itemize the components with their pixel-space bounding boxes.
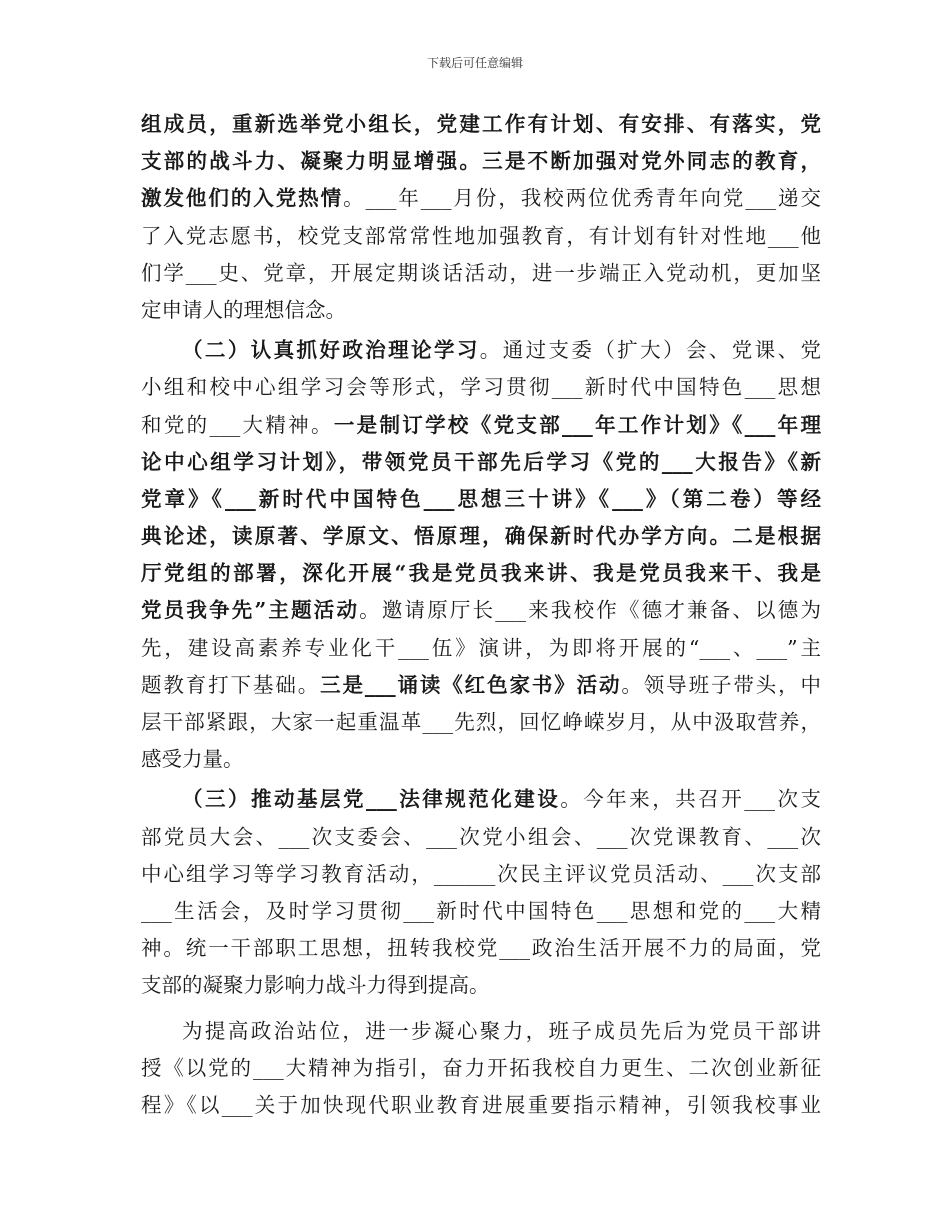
document-body <box>141 106 821 1124</box>
text-line <box>141 292 821 329</box>
text-run: 题教育打下基础。 <box>141 672 321 697</box>
section-heading-line <box>141 332 821 369</box>
bold-text-run: 典论述，读原著、学原文、悟原理，确保新时代办学方向。二是根据 <box>141 524 821 549</box>
bold-text-run: 一是制订学校《党支部___年工作计划》《___年理 <box>333 412 822 437</box>
bold-text-run: 激发他们的入党热情 <box>141 186 344 211</box>
text-run: 们学___史、党章，开展定期谈话活动，进一步端正入党动机，更加坚 <box>141 260 821 285</box>
bold-text-run: 三是___诵读《红色家书》活动 <box>320 672 622 697</box>
text-run: 。通过支委（扩大）会、党课、党 <box>479 338 821 363</box>
text-run: 。___年___月份，我校两位优秀青年向党___递交 <box>343 186 822 211</box>
text-run: 中心组学习等学习教育活动，______次民主评议党员活动、___次支部 <box>141 861 821 886</box>
text-run: 层干部紧跟，大家一起重温革___先烈，回忆峥嵘岁月，从中汲取营养， <box>141 710 821 734</box>
text-run: 。今年来，共召开___次支 <box>560 787 821 812</box>
text-line <box>141 704 821 741</box>
text-line <box>141 930 821 967</box>
text-run: 授《以党的___大精神为指引，奋力开拓我校自力更生、二次创业新征 <box>141 1055 821 1080</box>
text-line <box>141 592 821 629</box>
bold-text-run: 厅党组的部署，深化开展“我是党员我来讲、我是党员我来干、我是 <box>141 561 821 586</box>
bold-text-run: 党章》《___新时代中国特色___思想三十讲》《___》（第二卷）等经 <box>141 486 821 511</box>
text-run: ___生活会，及时学习贯彻___新时代中国特色___思想和党的___大精 <box>141 898 821 923</box>
text-run: 感受力量。 <box>141 747 244 772</box>
text-line <box>141 967 821 1004</box>
text-run: 程》《以___关于加快现代职业教育进展重要指示精神，引领我校事业 <box>141 1092 821 1117</box>
text-line <box>141 369 821 406</box>
text-run: 。邀请原厅长___来我校作《德才兼备、以德为 <box>359 598 821 623</box>
text-line <box>141 106 821 143</box>
text-run: 小组和校中心组学习会等形式，学习贯彻___新时代中国特色___思想 <box>141 375 821 400</box>
text-line <box>141 444 821 481</box>
text-line <box>141 407 821 444</box>
bold-text-run: 组成员，重新选举党小组长，党建工作有计划、有安排、有落实，党 <box>141 112 821 136</box>
bold-text-run: （三）推动基层党___法律规范化建设 <box>182 787 561 812</box>
text-line <box>141 856 821 893</box>
text-run: 。领导班子带头，中 <box>621 672 822 697</box>
text-line <box>141 893 821 930</box>
bold-text-run: 论中心组学习计划》，带领党员干部先后学习《党的___大报告》《新 <box>141 449 821 474</box>
bold-text-run: 党员我争先”主题活动 <box>141 598 360 623</box>
text-line <box>141 481 821 518</box>
text-line <box>141 630 821 667</box>
text-line <box>141 1087 821 1124</box>
text-line <box>141 741 821 778</box>
text-line <box>141 143 821 180</box>
bold-text-run: 支部的战斗力、凝聚力明显增强。三是不断加强对党外同志的教育， <box>141 149 821 174</box>
text-run: 和党的___大精神。 <box>141 412 334 437</box>
text-run: 了入党志愿书，校党支部常常性地加强教育，有计划有针对性地___他 <box>141 223 821 248</box>
section-heading-line <box>141 781 821 818</box>
text-line <box>141 218 821 255</box>
text-line <box>141 1050 821 1087</box>
text-run: 定申请人的理想信念。 <box>141 297 346 322</box>
text-run: 部党员大会、___次支委会、___次党小组会、___次党课教育、___次 <box>141 824 821 849</box>
text-line <box>141 518 821 555</box>
text-line <box>141 555 821 592</box>
text-run: 先，建设高素养专业化干___伍》演讲，为即将开展的“___、___”主 <box>141 635 821 660</box>
text-line <box>141 667 821 704</box>
text-line <box>141 180 821 217</box>
page-header: 下载后可任意编辑 <box>426 56 523 70</box>
text-run: 支部的凝聚力影响力战斗力得到提高。 <box>141 973 490 998</box>
paragraph-start-line <box>141 1013 821 1050</box>
text-run: 神。统一干部职工思想，扭转我校党___政治生活开展不力的局面，党 <box>141 936 821 961</box>
text-line <box>141 819 821 856</box>
bold-text-run: （二）认真抓好政治理论学习 <box>182 338 480 363</box>
text-run: 为提高政治站位，进一步凝心聚力，班子成员先后为党员干部讲 <box>182 1018 821 1043</box>
text-line <box>141 255 821 292</box>
